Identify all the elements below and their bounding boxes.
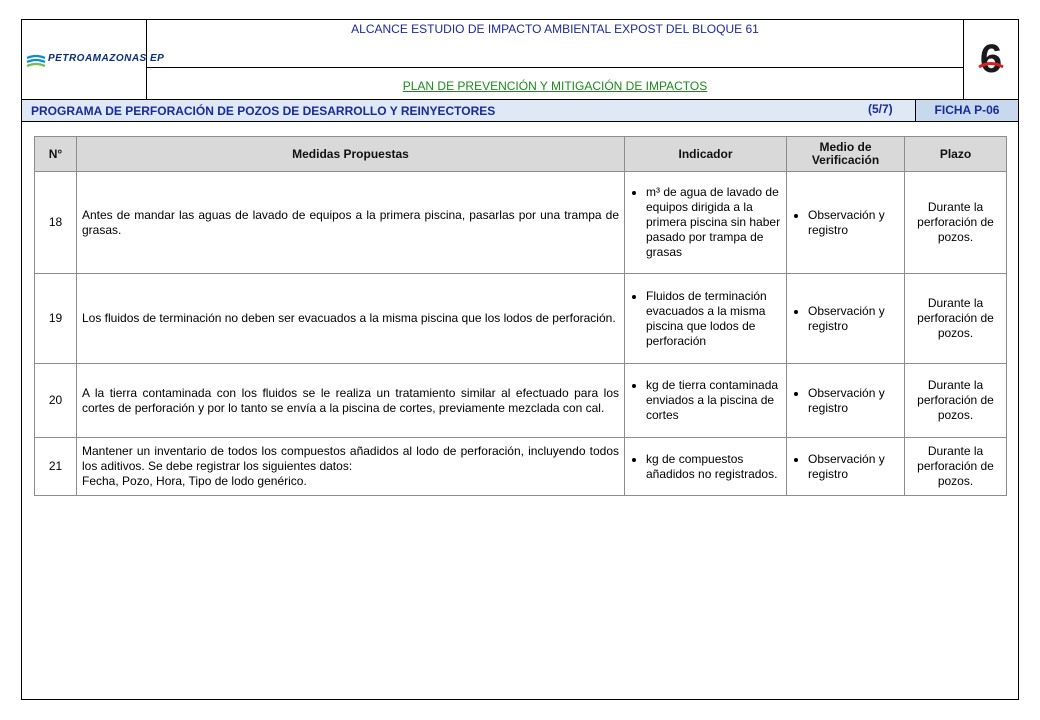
program-row bbox=[22, 99, 1018, 122]
verification-item: • Observación y registro bbox=[808, 386, 899, 416]
table-row bbox=[35, 438, 1007, 496]
six-logo-icon bbox=[976, 36, 1006, 78]
document-title: ALCANCE ESTUDIO DE IMPACTO AMBIENTAL EXPOST DEL BLOQUE 61 bbox=[147, 20, 963, 68]
column-header-medio: Medio de Verificación bbox=[787, 137, 905, 172]
indicator-item: • kg de tierra contaminada enviados a la piscina de cortes bbox=[646, 378, 781, 423]
table-row bbox=[35, 274, 1007, 364]
measures-table bbox=[34, 136, 1007, 496]
verification-item: • Observación y registro bbox=[808, 452, 899, 482]
row-number: 21 bbox=[35, 438, 77, 496]
table-row bbox=[35, 364, 1007, 438]
row-deadline: Durante la perforación de pozos. bbox=[905, 172, 1007, 274]
row-indicator bbox=[625, 274, 787, 364]
row-measure bbox=[77, 438, 625, 496]
column-header-plazo: Plazo bbox=[905, 137, 1007, 172]
indicator-item: • Fluidos de terminación evacuados a la misma piscina que lodos de perforación bbox=[646, 289, 781, 349]
column-header-medidas: Medidas Propuestas bbox=[77, 137, 625, 172]
row-measure: Los fluidos de terminación no deben ser evacuados a la misma piscina que los lodos de perforación. bbox=[77, 274, 625, 364]
row-deadline: Durante la perforación de pozos. bbox=[905, 438, 1007, 496]
document-frame bbox=[21, 19, 1019, 700]
ficha-code: FICHA P-06 bbox=[915, 100, 1018, 121]
plan-subtitle: PLAN DE PREVENCIÓN Y MITIGACIÓN DE IMPACTOS bbox=[402, 79, 708, 93]
row-measure-text: Mantener un inventario de todos los compuestos añadidos al lodo de perforación, incluyendo todos los aditivos. Se debe registrar los siguientes datos: bbox=[82, 444, 619, 473]
row-deadline: Durante la perforación de pozos. bbox=[905, 364, 1007, 438]
badge-cell bbox=[963, 20, 1018, 99]
row-number: 19 bbox=[35, 274, 77, 364]
verification-item: • Observación y registro bbox=[808, 208, 899, 238]
row-verification bbox=[787, 274, 905, 364]
program-title: PROGRAMA DE PERFORACIÓN DE POZOS DE DESARROLLO Y REINYECTORES bbox=[31, 104, 496, 118]
row-deadline: Durante la perforación de pozos. bbox=[905, 274, 1007, 364]
row-verification bbox=[787, 172, 905, 274]
table-row bbox=[35, 172, 1007, 274]
table-header-row bbox=[35, 137, 1007, 172]
row-measure-fields: Fecha, Pozo, Hora, Tipo de lodo genérico. bbox=[82, 474, 307, 488]
column-header-indicador: Indicador bbox=[625, 137, 787, 172]
row-measure: Antes de mandar las aguas de lavado de equipos a la primera piscina, pasarlas por una trampa de grasas. bbox=[77, 172, 625, 274]
row-verification bbox=[787, 364, 905, 438]
row-indicator bbox=[625, 438, 787, 496]
row-verification bbox=[787, 438, 905, 496]
row-number: 20 bbox=[35, 364, 77, 438]
row-indicator bbox=[625, 172, 787, 274]
petroamazonas-logo-icon bbox=[26, 54, 46, 68]
row-measure: A la tierra contaminada con los fluidos se le realiza un tratamiento similar al efectuado para los cortes de perforación y por lo tanto se envía a la piscina de cortes, previamente mezclada con cal. bbox=[77, 364, 625, 438]
verification-item: • Observación y registro bbox=[808, 304, 899, 334]
logo-cell bbox=[22, 20, 165, 99]
badge-glyph: 6 bbox=[979, 37, 1003, 78]
row-indicator bbox=[625, 364, 787, 438]
document-header bbox=[22, 20, 1018, 100]
company-name: PETROAMAZONAS EP bbox=[48, 53, 165, 64]
indicator-item: • kg de compuestos añadidos no registrados. bbox=[646, 452, 781, 482]
indicator-item: • m³ de agua de lavado de equipos dirigida a la primera piscina sin haber pasado por trampa de grasas bbox=[646, 185, 781, 260]
row-number: 18 bbox=[35, 172, 77, 274]
column-header-number: N° bbox=[35, 137, 77, 172]
page-indicator: (5/7) bbox=[868, 102, 893, 116]
